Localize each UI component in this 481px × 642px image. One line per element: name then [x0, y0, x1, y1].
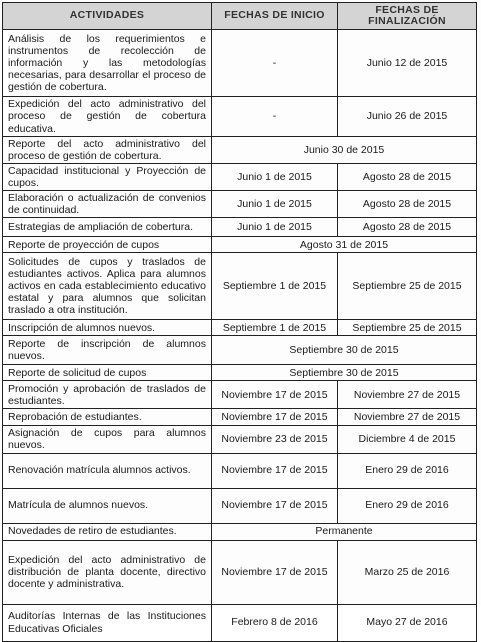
activity-cell: Promoción y aprobación de traslados de estudiantes. [3, 381, 212, 409]
table-row [3, 381, 477, 409]
end-date-cell: Agosto 28 de 2015 [338, 164, 477, 191]
end-date-cell: Noviembre 27 de 2015 [338, 381, 477, 409]
activity-cell: Expedición del acto administrativo de distribución de planta docente, directivo docente y administrativa. [3, 540, 212, 604]
start-date-cell: Noviembre 17 de 2015 [212, 540, 338, 604]
start-date-cell: Septiembre 1 de 2015 [212, 320, 338, 336]
table-row [3, 30, 477, 97]
start-date-cell: Noviembre 17 de 2015 [212, 409, 338, 426]
end-date-cell: Enero 29 de 2016 [338, 488, 477, 523]
start-date-cell: Noviembre 17 de 2015 [212, 381, 338, 409]
end-date-cell: Junio 12 de 2015 [338, 30, 477, 97]
table-row [3, 488, 477, 523]
activity-cell: Capacidad institucional y Proyección de cupos. [3, 164, 212, 191]
start-date-cell: - [212, 97, 338, 137]
activity-cell: Reporte de solicitud de cupos [3, 365, 212, 381]
table-row [3, 365, 477, 381]
schedule-table [2, 2, 477, 642]
header-end-date: FECHAS DE FINALIZACIÓN [338, 3, 477, 30]
table-row [3, 604, 477, 641]
end-date-cell: Septiembre 25 de 2015 [338, 253, 477, 320]
header-activities: ACTIVIDADES [3, 3, 212, 30]
table-row [3, 97, 477, 137]
activity-cell: Renovación matrícula alumnos activos. [3, 453, 212, 488]
table-row [3, 540, 477, 604]
activity-cell: Inscripción de alumnos nuevos. [3, 320, 212, 336]
table-row [3, 409, 477, 426]
activity-cell: Elaboración o actualización de convenios de continuidad. [3, 191, 212, 218]
activity-cell: Asignación de cupos para alumnos nuevos. [3, 426, 212, 453]
start-date-cell: Noviembre 17 de 2015 [212, 453, 338, 488]
table-row [3, 253, 477, 320]
activity-cell: Auditorías Internas de las Instituciones Educativas Oficiales [3, 604, 212, 641]
merged-date-cell: Junio 30 de 2015 [212, 137, 477, 164]
table-row [3, 191, 477, 218]
table-row [3, 164, 477, 191]
table-row [3, 137, 477, 164]
end-date-cell: Enero 29 de 2016 [338, 453, 477, 488]
table-row [3, 237, 477, 253]
end-date-cell: Septiembre 25 de 2015 [338, 320, 477, 336]
activity-cell: Matrícula de alumnos nuevos. [3, 488, 212, 523]
merged-date-cell: Agosto 31 de 2015 [212, 237, 477, 253]
merged-date-cell: Permanente [212, 523, 477, 540]
end-date-cell: Agosto 28 de 2015 [338, 191, 477, 218]
table-row [3, 523, 477, 540]
activity-cell: Expedición del acto administrativo del proceso de gestión de cobertura educativa. [3, 97, 212, 137]
merged-date-cell: Septiembre 30 de 2015 [212, 365, 477, 381]
activity-cell: Estrategias de ampliación de cobertura. [3, 218, 212, 237]
table-row [3, 426, 477, 453]
end-date-cell: Agosto 28 de 2015 [338, 218, 477, 237]
table-row [3, 320, 477, 336]
schedule-body [3, 30, 477, 642]
end-date-cell: Marzo 25 de 2016 [338, 540, 477, 604]
activity-cell: Reporte del acto administrativo del proceso de gestión de cobertura. [3, 137, 212, 164]
end-date-cell: Mayo 27 de 2016 [338, 604, 477, 641]
start-date-cell: Noviembre 23 de 2015 [212, 426, 338, 453]
header-start-date: FECHAS DE INICIO [212, 3, 338, 30]
table-row [3, 218, 477, 237]
table-row [3, 336, 477, 365]
activity-cell: Novedades de retiro de estudiantes. [3, 523, 212, 540]
merged-date-cell: Septiembre 30 de 2015 [212, 336, 477, 365]
activity-cell: Reprobación de estudiantes. [3, 409, 212, 426]
activity-cell: Solicitudes de cupos y traslados de estudiantes activos. Aplica para alumnos activos en cada establecimiento educativo estatal y para alumnos que solicitan traslado a otra institución. [3, 253, 212, 320]
start-date-cell: Septiembre 1 de 2015 [212, 253, 338, 320]
start-date-cell: Noviembre 17 de 2015 [212, 488, 338, 523]
activity-cell: Reporte de inscripción de alumnos nuevos. [3, 336, 212, 365]
activity-cell: Reporte de proyección de cupos [3, 237, 212, 253]
start-date-cell: Junio 1 de 2015 [212, 164, 338, 191]
header-row [3, 3, 477, 30]
table-row [3, 453, 477, 488]
start-date-cell: Febrero 8 de 2016 [212, 604, 338, 641]
start-date-cell: Junio 1 de 2015 [212, 191, 338, 218]
start-date-cell: Junio 1 de 2015 [212, 218, 338, 237]
activity-cell: Análisis de los requerimientos e instrumentos de recolección de información y las metodologías necesarias, para desarrollar el proceso de gestión de cobertura. [3, 30, 212, 97]
end-date-cell: Junio 26 de 2015 [338, 97, 477, 137]
end-date-cell: Diciembre 4 de 2015 [338, 426, 477, 453]
end-date-cell: Noviembre 27 de 2015 [338, 409, 477, 426]
start-date-cell: - [212, 30, 338, 97]
